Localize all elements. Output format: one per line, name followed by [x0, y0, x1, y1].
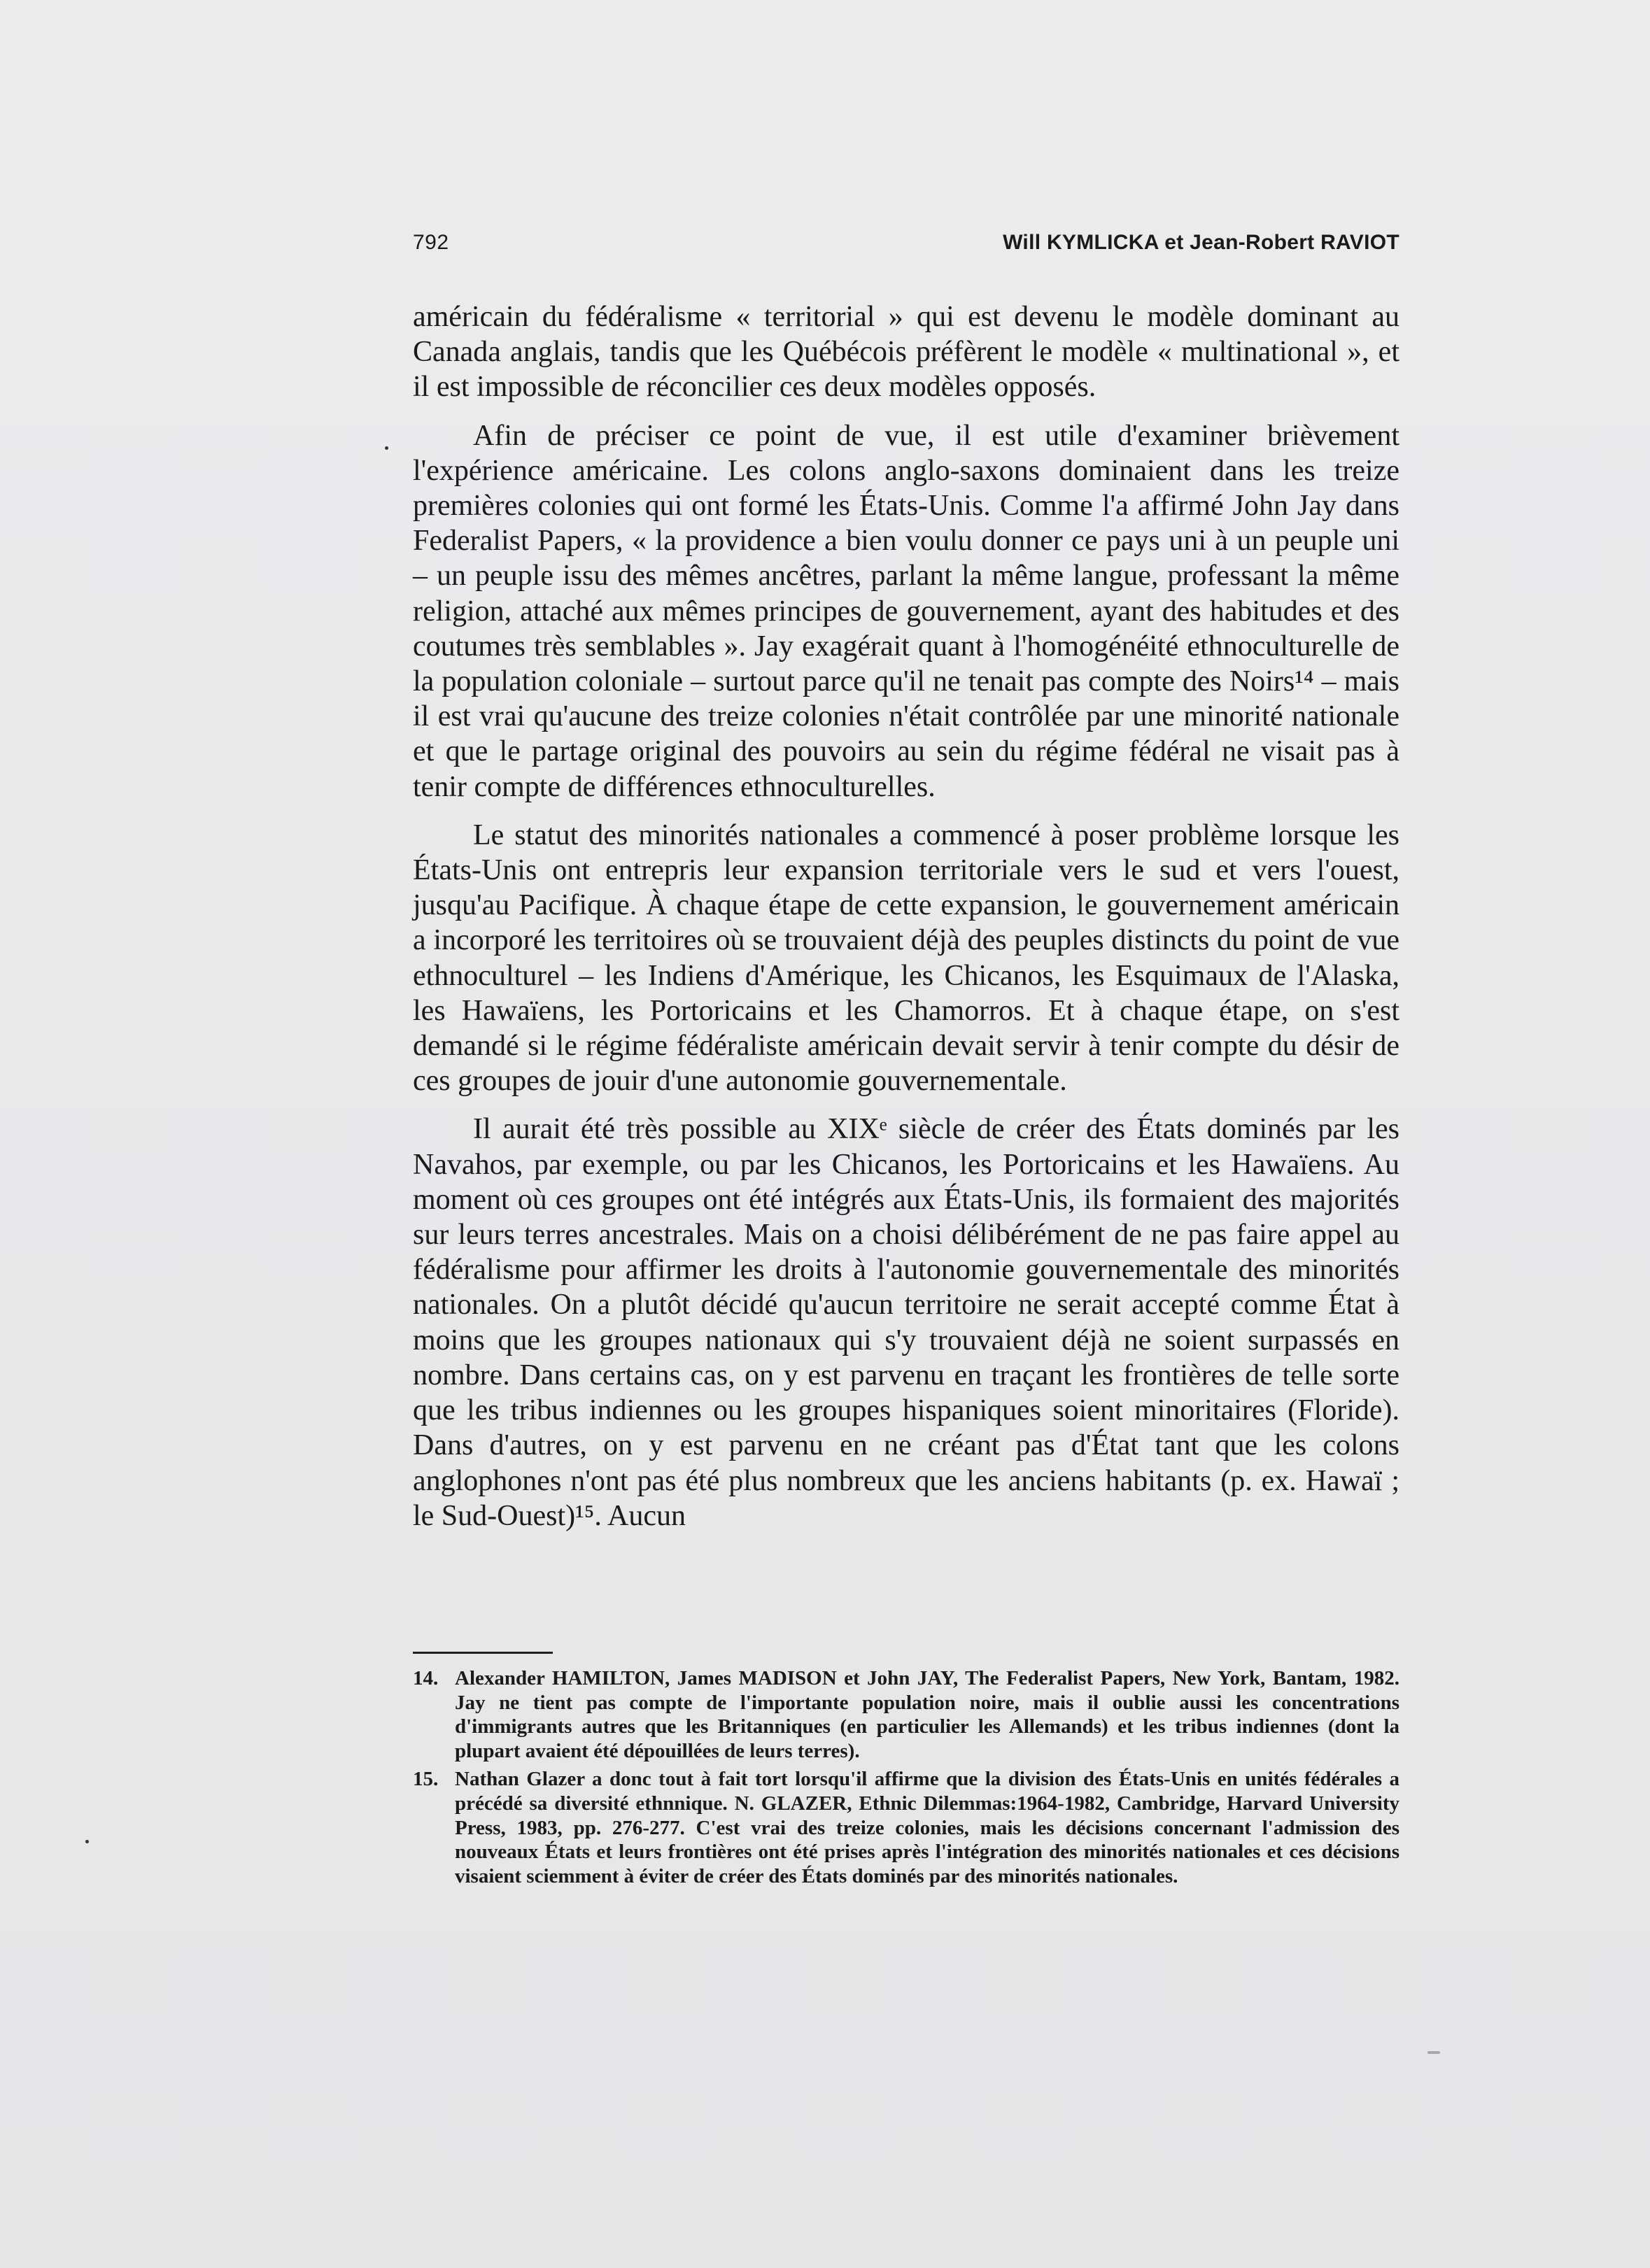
footnote-number: 15.: [413, 1768, 439, 1791]
footnote: [413, 1666, 1399, 1763]
footnote-text: Nathan Glazer a donc tout à fait tort lorsqu'il affirme que la division des États-Unis en unités fédérales a précédé sa diversité ethnnique. N. GLAZER, Ethnic Dilemmas:1964-1982, Cambridge, Harvard University Press, 1983, pp. 276-277. C'est vrai des treize colonies, mais les décisions concernant l'admission des nouveaux États et leurs frontières ont été prises après l'intégration des minorités nationales et ces décisions visaient sciemment à éviter de créer des États dominés par des minorités nationales.: [455, 1768, 1399, 1887]
page-header: [413, 231, 1399, 266]
scan-speck: [385, 446, 388, 450]
paragraph: américain du fédéralisme « territorial » qui est devenu le modèle dominant au Canada anglais, tandis que les Québécois préfèrent le modèle « multinational », et il est impossible de réconcilier ces deux modèles opposés.: [413, 301, 1399, 404]
scan-speck: [1427, 2051, 1440, 2054]
scan-speck: [85, 1840, 89, 1843]
footnote-number: 14.: [413, 1667, 439, 1689]
footnotes: [413, 1666, 1399, 1892]
paragraph: Le statut des minorités nationales a commencé à poser problème lorsque les États-Unis ont entrepris leur expansion territoriale vers le sud et vers l'ouest, jusqu'au Pacifique. À chaque étape de cette expansion, le gouvernement américain a incorporé les territoires où se trouvaient déjà des peuples distincts du point de vue ethnoculturel – les Indiens d'Amérique, les Chicanos, les Esquimaux de l'Alaska, les Hawaïens, les Portoricains et les Chamorros. Et à chaque étape, on s'est demandé si le régime fédéraliste américain devait servir à tenir compte du désir de ces groupes de jouir d'une autonomie gouvernementale.: [413, 818, 1399, 1098]
body-text: [413, 299, 1399, 1547]
footnote-rule: [413, 1652, 553, 1654]
paragraph: Il aurait été très possible au XIXᵉ siècle de créer des États dominés par les Navahos, par exemple, ou par les Chicanos, les Portoricains et les Hawaïens. Au moment où ces groupes ont été intégrés aux États-Unis, ils formaient des majorités sur leurs terres ancestrales. Mais on a choisi délibérément de ne pas faire appel au fédéralisme pour affirmer les droits à l'autonomie gouvernementale des minorités nationales. On a plutôt décidé qu'aucun territoire ne serait accepté comme État à moins que les groupes nationaux qui s'y trouvaient déjà ne soient surpassés en nombre. Dans certains cas, on y est parvenu en traçant les frontières de telle sorte que les tribus indiennes ou les groupes hispaniques soient minoritaires (Floride). Dans d'autres, on y est parvenu en ne créant pas d'État tant que les colons anglophones n'ont pas été plus nombreux que les anciens habitants (p. ex. Hawaï ; le Sud-Ouest)¹⁵. Aucun: [413, 1113, 1399, 1532]
footnote-text: Alexander HAMILTON, James MADISON et John JAY, The Federalist Papers, New York, Bantam, 1982. Jay ne tient pas compte de l'importante population noire, mais il oublie aussi les concentrations d'immigrants autres que les Britanniques (en particulier les Allemands) et les tribus indiennes (dont la plupart avaient été dépouillées de leurs terres).: [455, 1667, 1399, 1762]
paragraph: Afin de préciser ce point de vue, il est utile d'examiner brièvement l'expérience américaine. Les colons anglo-saxons dominaient dans les treize premières colonies qui ont formé les États-Unis. Comme l'a affirmé John Jay dans Federalist Papers, « la providence a bien voulu donner ce pays uni à un peuple uni – un peuple issu des mêmes ancêtres, parlant la même langue, professant la même religion, attaché aux mêmes principes de gouvernement, ayant des habitudes et des coutumes très semblables ». Jay exagérait quant à l'homogénéité ethnoculturelle de la population coloniale – surtout parce qu'il ne tenait pas compte des Noirs¹⁴ – mais il est vrai qu'aucune des treize colonies n'était contrôlée par une minorité nationale et que le partage original des pouvoirs au sein du régime fédéral ne visait pas à tenir compte de différences ethnoculturelles.: [413, 419, 1399, 803]
page-number: 792: [413, 231, 449, 254]
footnote: [413, 1767, 1399, 1888]
running-head: Will KYMLICKA et Jean-Robert RAVIOT: [1003, 231, 1399, 254]
